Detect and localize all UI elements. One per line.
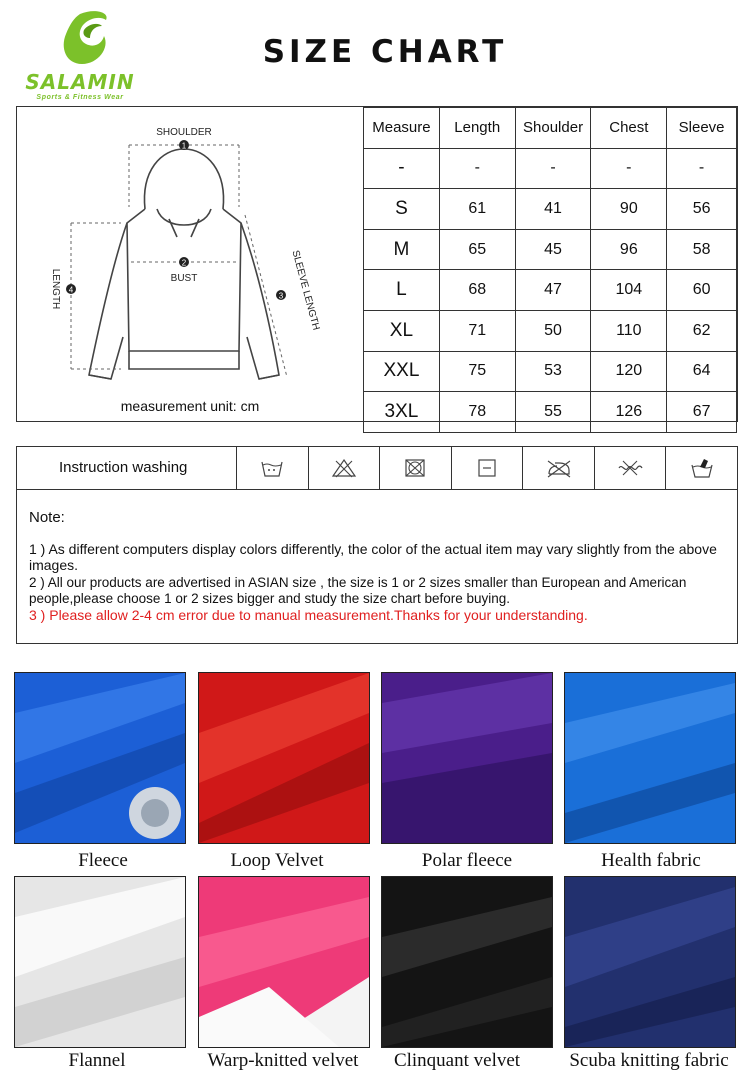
- dry-flat-icon: [452, 447, 524, 489]
- fabric-swatch-warp-knitted-velvet: [198, 876, 370, 1048]
- washing-label: Instruction washing: [17, 447, 237, 489]
- size-table-header-row: [364, 108, 737, 149]
- header-measure: Measure: [364, 108, 440, 149]
- sleeve-length-label: SLEEVE LENGTH: [289, 249, 322, 332]
- size-name-cell: 3XL: [364, 392, 440, 433]
- table-row: [364, 148, 737, 189]
- table-cell: 56: [667, 189, 737, 230]
- do-not-tumble-dry-icon: [380, 447, 452, 489]
- fabric-label: Health fabric: [601, 850, 701, 871]
- table-cell: 64: [667, 351, 737, 392]
- table-row: [364, 392, 737, 433]
- table-cell: 47: [515, 270, 591, 311]
- table-cell: 96: [591, 229, 667, 270]
- table-cell: 50: [515, 310, 591, 351]
- shoulder-label: SHOULDER: [156, 127, 212, 138]
- header-sleeve: Sleeve: [667, 108, 737, 149]
- size-name-cell: L: [364, 270, 440, 311]
- table-cell: 126: [591, 392, 667, 433]
- fabric-swatch-flannel: [14, 876, 186, 1048]
- hoodie-outline-icon: [17, 107, 363, 397]
- marker-2: 2: [181, 258, 187, 268]
- fabric-swatch-polar-fleece: [381, 672, 553, 844]
- note-item-highlight: 3 ) Please allow 2-4 cm error due to manual measurement.Thanks for your understanding.: [29, 607, 588, 623]
- size-table: [363, 107, 737, 433]
- fabric-swatch-loop-velvet: [198, 672, 370, 844]
- do-not-iron-icon: [523, 447, 595, 489]
- do-not-bleach-icon: [309, 447, 381, 489]
- table-cell: -: [591, 148, 667, 189]
- table-row: [364, 189, 737, 230]
- hand-wash-icon: [666, 447, 737, 489]
- table-cell: 62: [667, 310, 737, 351]
- table-cell: -: [439, 148, 515, 189]
- header-shoulder: Shoulder: [515, 108, 591, 149]
- fabric-label: Clinquant velvet: [393, 1050, 521, 1071]
- brand-tagline: Sports & Fitness Wear: [36, 94, 124, 101]
- table-row: [364, 351, 737, 392]
- fabric-label: Warp-knitted velvet: [207, 1050, 359, 1071]
- table-cell: 104: [591, 270, 667, 311]
- table-cell: 53: [515, 351, 591, 392]
- table-row: [364, 270, 737, 311]
- fabric-label: Polar fleece: [421, 850, 513, 871]
- table-cell: 45: [515, 229, 591, 270]
- fabric-swatch-clinquant-velvet: [381, 876, 553, 1048]
- table-cell: 90: [591, 189, 667, 230]
- measurement-unit-note: measurement unit: cm: [120, 398, 260, 414]
- marker-3: 3: [278, 291, 284, 301]
- washing-instructions: [16, 446, 738, 490]
- fabric-label: Scuba knitting fabric: [569, 1050, 729, 1071]
- size-name-cell: S: [364, 189, 440, 230]
- fabric-swatch-fleece: [14, 672, 186, 844]
- table-cell: 78: [439, 392, 515, 433]
- table-cell: 68: [439, 270, 515, 311]
- bust-label: BUST: [170, 273, 198, 284]
- header-length: Length: [439, 108, 515, 149]
- table-cell: 67: [667, 392, 737, 433]
- fabric-label: Fleece: [78, 850, 128, 871]
- swoosh-logo-icon: [14, 8, 146, 70]
- note-item: 2 ) All our products are advertised in ASIAN size , the size is 1 or 2 sizes smaller than European and American people,please choose 1 or 2 sizes bigger and study the size chart before buying.: [29, 575, 687, 606]
- table-cell: 60: [667, 270, 737, 311]
- table-row: [364, 310, 737, 351]
- marker-4: 4: [68, 285, 74, 295]
- table-cell: 65: [439, 229, 515, 270]
- table-cell: -: [515, 148, 591, 189]
- header-chest: Chest: [591, 108, 667, 149]
- table-cell: 41: [515, 189, 591, 230]
- note-item: 1 ) As different computers display colors differently, the color of the actual item may vary slightly from the above images.: [29, 541, 717, 573]
- table-cell: 55: [515, 392, 591, 433]
- size-name-cell: XXL: [364, 351, 440, 392]
- table-cell: -: [364, 148, 440, 189]
- table-cell: 71: [439, 310, 515, 351]
- table-cell: -: [667, 148, 737, 189]
- brand-name: SALAMIN: [25, 70, 135, 94]
- fabric-label: Flannel: [68, 1050, 126, 1071]
- table-row: [364, 229, 737, 270]
- notes-title: Note:: [29, 509, 65, 526]
- brand-logo: [14, 8, 146, 104]
- page-title: SIZE CHART: [262, 34, 508, 70]
- table-cell: 120: [591, 351, 667, 392]
- do-not-wring-icon: [595, 447, 667, 489]
- fabric-swatch-health-fabric: [564, 672, 736, 844]
- table-cell: 110: [591, 310, 667, 351]
- notes-section: [16, 490, 738, 644]
- marker-1: 1: [181, 141, 187, 151]
- size-name-cell: M: [364, 229, 440, 270]
- fabric-swatch-scuba-knitting-fabric: [564, 876, 736, 1048]
- wash-30-icon: [237, 447, 309, 489]
- fabric-label: Loop Velvet: [230, 850, 324, 871]
- table-cell: 75: [439, 351, 515, 392]
- length-label: LENGTH: [50, 268, 61, 310]
- size-name-cell: XL: [364, 310, 440, 351]
- table-cell: 61: [439, 189, 515, 230]
- hoodie-diagram: [17, 107, 363, 421]
- size-chart-block: [16, 106, 738, 422]
- table-cell: 58: [667, 229, 737, 270]
